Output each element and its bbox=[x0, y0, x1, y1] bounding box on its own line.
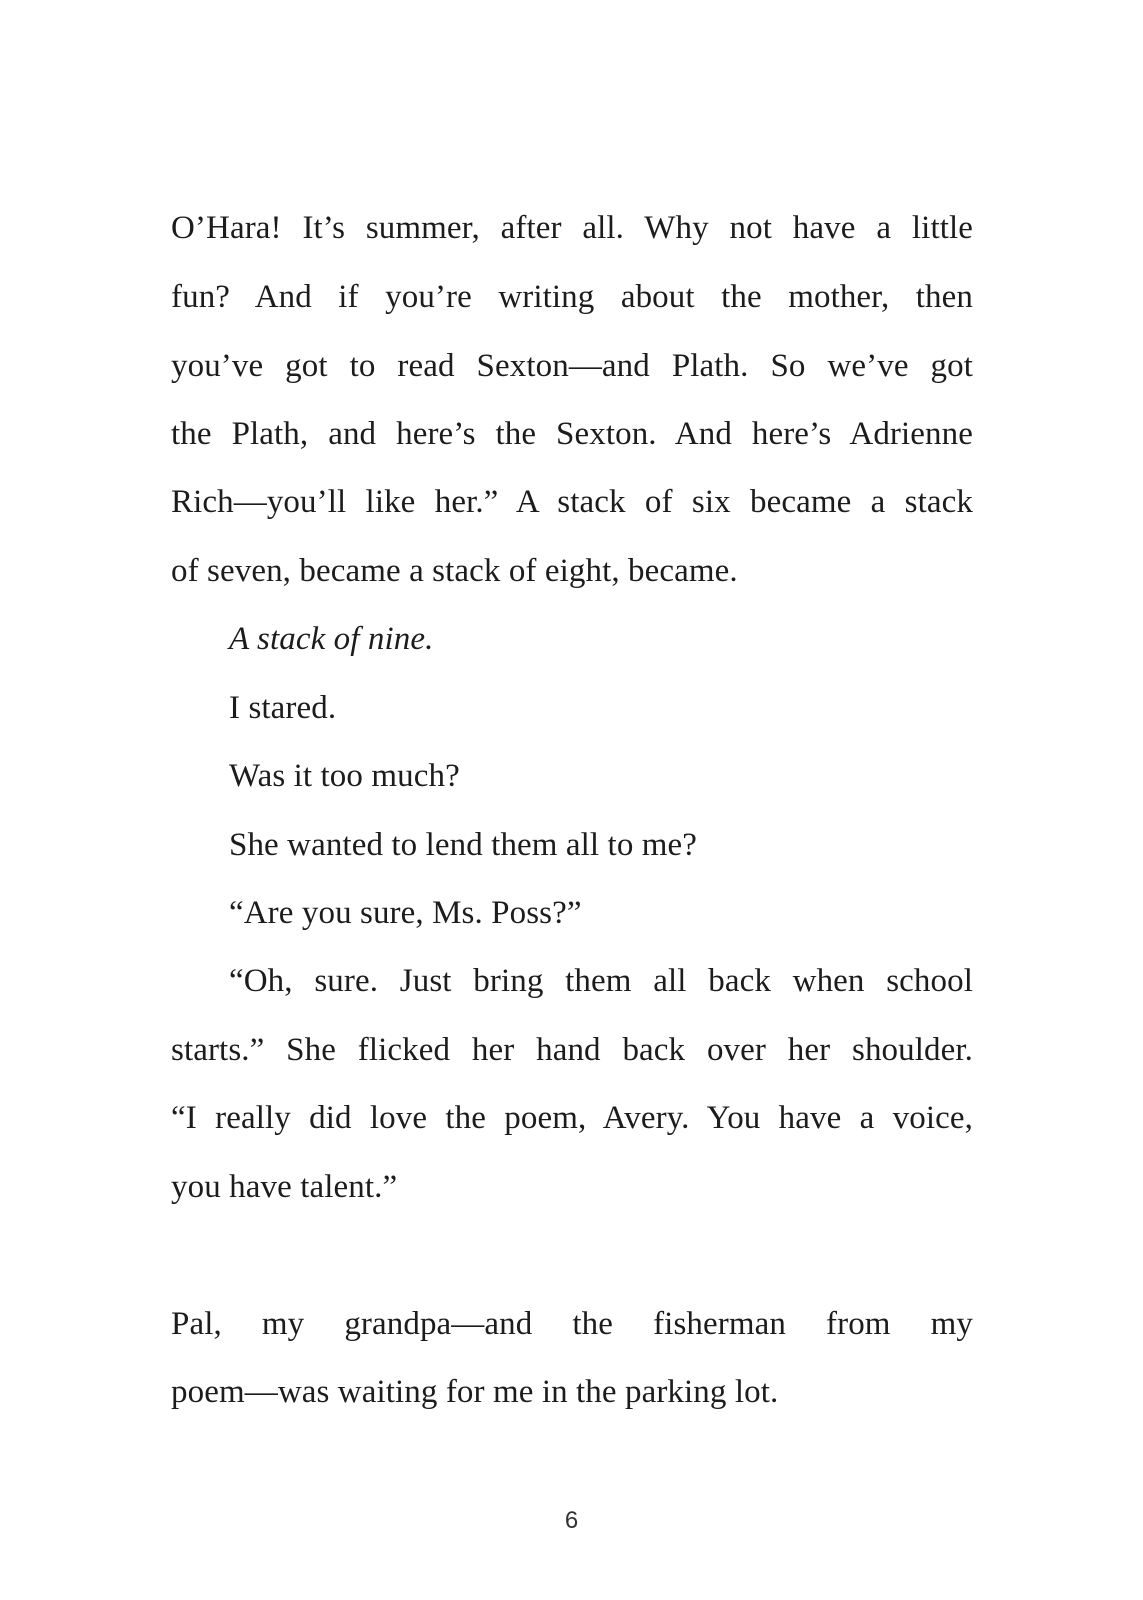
paragraph-1-line-4: the Plath, and here’s the Sexton. And here’s Adrienne bbox=[171, 416, 973, 452]
paragraph-1-line-6: of seven, became a stack of eight, became. bbox=[171, 553, 738, 589]
paragraph-1-line-5: Rich—you’ll like her.” A stack of six became a stack bbox=[171, 484, 973, 520]
paragraph-3-line-1: Pal, my grandpa—and the fisherman from my bbox=[171, 1306, 973, 1342]
dialogue-line-too-much: Was it too much? bbox=[229, 758, 460, 794]
dialogue-line-i-stared: I stared. bbox=[229, 690, 337, 726]
paragraph-2-line-4: you have talent.” bbox=[171, 1169, 398, 1205]
paragraph-1-line-3: you’ve got to read Sexton—and Plath. So we’ve got bbox=[171, 348, 973, 384]
page-number: 6 bbox=[564, 1507, 579, 1534]
dialogue-line-lend-them: She wanted to lend them all to me? bbox=[229, 827, 698, 863]
dialogue-line-are-you-sure: “Are you sure, Ms. Poss?” bbox=[229, 895, 582, 931]
paragraph-2-line-2: starts.” She flicked her hand back over her shoulder. bbox=[171, 1032, 973, 1068]
paragraph-2-line-3: “I really did love the poem, Avery. You have a voice, bbox=[171, 1100, 973, 1136]
paragraph-1-line-1: O’Hara! It’s summer, after all. Why not have a little bbox=[171, 210, 973, 246]
paragraph-2-line-1: “Oh, sure. Just bring them all back when school bbox=[229, 963, 973, 999]
paragraph-1-line-2: fun? And if you’re writing about the mother, then bbox=[171, 279, 973, 315]
italic-line-stack-of-nine: A stack of nine. bbox=[229, 621, 434, 657]
paragraph-3-line-2: poem—was waiting for me in the parking lot. bbox=[171, 1374, 779, 1410]
